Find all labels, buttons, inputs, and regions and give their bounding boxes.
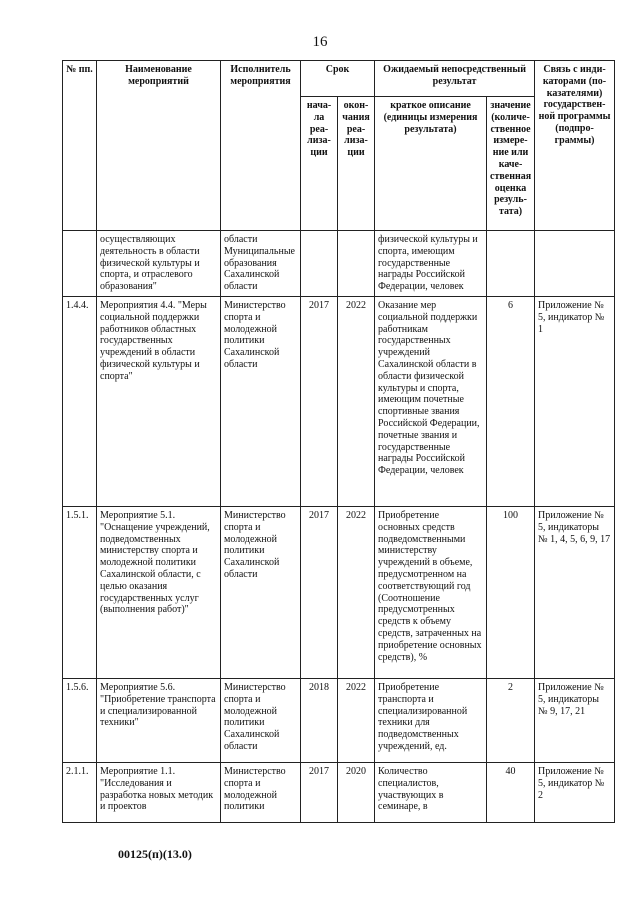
row-start: 2017 <box>301 506 338 678</box>
row-value: 2 <box>487 678 535 762</box>
header-value: значение (количе-ственное измере-ние или каче-ственная оценка резуль-тата) <box>487 97 535 231</box>
row-link <box>535 231 615 297</box>
row-executor: Министерство спорта и молодежной политики Сахалинской области <box>221 296 301 506</box>
row-start <box>301 231 338 297</box>
row-end: 2020 <box>338 762 375 822</box>
row-num: 1.5.1. <box>63 506 97 678</box>
row-brief: Приобретение транспорта и специализированной техники для подведомственных учреждений, ед. <box>375 678 487 762</box>
header-result: Ожидаемый непосредственный результат <box>375 61 535 97</box>
row-name: осуществляющих деятельность в области физической культуры и спорта, и отраслевого образования" <box>97 231 221 297</box>
row-value: 6 <box>487 296 535 506</box>
row-num <box>63 231 97 297</box>
header-executor: Исполнитель мероприятия <box>221 61 301 231</box>
header-term: Срок <box>301 61 375 97</box>
row-link: Приложение № 5, индикаторы № 9, 17, 21 <box>535 678 615 762</box>
row-executor: области Муниципальные образования Сахалинской области <box>221 231 301 297</box>
row-link: Приложение № 5, индикатор № 1 <box>535 296 615 506</box>
row-start: 2017 <box>301 296 338 506</box>
row-name: Мероприятие 5.1. "Оснащение учреждений, подведомственных министерству спорта и молодежной политики Сахалинской области, с целью оказания государственных услуг (выполнения работ)" <box>97 506 221 678</box>
row-value: 100 <box>487 506 535 678</box>
table-row <box>63 762 615 822</box>
row-end: 2022 <box>338 506 375 678</box>
row-name: Мероприятия 4.4. "Меры социальной поддержки работников областных государственных учреждений в области физической культуры и спорта" <box>97 296 221 506</box>
activities-table <box>62 60 615 823</box>
header-brief: краткое описание (единицы измерения результата) <box>375 97 487 231</box>
row-value: 40 <box>487 762 535 822</box>
table-row <box>63 296 615 506</box>
header-link: Связь с инди-каторами (по-казателями) государствен-ной программы (подпро-граммы) <box>535 61 615 231</box>
row-start: 2018 <box>301 678 338 762</box>
row-num: 1.4.4. <box>63 296 97 506</box>
document-code: 00125(п)(13.0) <box>118 847 192 861</box>
row-executor: Министерство спорта и молодежной политики <box>221 762 301 822</box>
row-end: 2022 <box>338 296 375 506</box>
row-brief: Приобретение основных средств подведомственными министерству учреждений в объеме, предусмотренном на соответствующий год (Соотношение предусмотренных средств к объему средств, затраченных на приобретение основных средств), % <box>375 506 487 678</box>
header-num: № пп. <box>63 61 97 231</box>
header-end: окон-чания реа-лиза-ции <box>338 97 375 231</box>
page-number: 16 <box>312 34 328 50</box>
table-row <box>63 506 615 678</box>
row-link: Приложение № 5, индикаторы № 1, 4, 5, 6, 9, 17 <box>535 506 615 678</box>
row-value <box>487 231 535 297</box>
row-brief: Оказание мер социальной поддержки работникам государственных учреждений Сахалинской области в области физической культуры и спорта, имеющим почетные спортивные звания Российской Федерации, почетные звания и государственные награды Российской Федерации, человек <box>375 296 487 506</box>
row-num: 1.5.6. <box>63 678 97 762</box>
row-link: Приложение № 5, индикатор № 2 <box>535 762 615 822</box>
row-name: Мероприятие 5.6. "Приобретение транспорта и специализированной техники" <box>97 678 221 762</box>
row-executor: Министерство спорта и молодежной политики Сахалинской области <box>221 678 301 762</box>
header-start: нача-ла реа-лиза-ции <box>301 97 338 231</box>
row-brief: Количество специалистов, участвующих в семинаре, в <box>375 762 487 822</box>
row-end <box>338 231 375 297</box>
row-num: 2.1.1. <box>63 762 97 822</box>
row-brief: физической культуры и спорта, имеющим государственные награды Российской Федерации, человек <box>375 231 487 297</box>
header-name: Наименование мероприятий <box>97 61 221 231</box>
row-end: 2022 <box>338 678 375 762</box>
table-row <box>63 678 615 762</box>
row-name: Мероприятие 1.1. "Исследования и разработка новых методик и проектов <box>97 762 221 822</box>
table-row <box>63 231 615 297</box>
row-start: 2017 <box>301 762 338 822</box>
row-executor: Министерство спорта и молодежной политики Сахалинской области <box>221 506 301 678</box>
